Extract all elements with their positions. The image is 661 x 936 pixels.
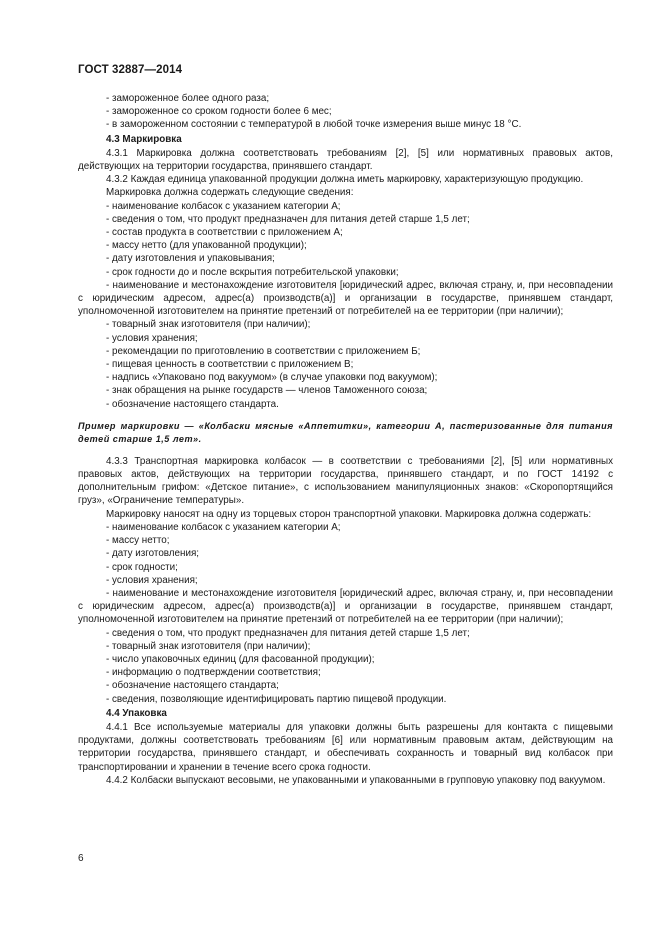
list-item: - состав продукта в соответствии с приложением А; bbox=[106, 227, 343, 239]
paragraph: - наименование и местонахождение изготовителя [юридический адрес, включая страну, и, при несовпадении с юридическим адресом, адрес(а) производств(а)] и организации в государстве, принявшем стандарт, уполномоченной изготовителем на принятие претензий от потребителей на ее территории (при наличии); bbox=[78, 279, 613, 318]
list-item: - сведения о том, что продукт предназначен для питания детей старше 1,5 лет; bbox=[106, 213, 470, 225]
list-item: - дату изготовления и упаковывания; bbox=[106, 253, 275, 265]
section-heading: 4.4 Упаковка bbox=[106, 707, 167, 719]
list-item: - товарный знак изготовителя (при наличии); bbox=[106, 319, 311, 331]
list-item: - массу нетто (для упакованной продукции); bbox=[106, 240, 307, 252]
list-item: - товарный знак изготовителя (при наличии); bbox=[106, 640, 311, 652]
list-item: - наименование колбасок с указанием категории А; bbox=[106, 200, 341, 212]
list-item: - условия хранения; bbox=[106, 574, 198, 586]
list-item: - замороженное со сроком годности более 6 мес; bbox=[106, 106, 332, 118]
paragraph: Маркировку наносят на одну из торцевых сторон транспортной упаковки. Маркировка должна содержать: bbox=[106, 508, 592, 520]
list-item: - в замороженном состоянии с температурой в любой точке измерения выше минус 18 °С. bbox=[106, 119, 522, 131]
paragraph: Маркировка должна содержать следующие сведения: bbox=[106, 187, 354, 199]
paragraph: 4.4.2 Колбаски выпускают весовыми, не упакованными и упакованными в групповую упаковку под вакуумом. bbox=[106, 774, 606, 786]
list-item: - знак обращения на рынке государств — членов Таможенного союза; bbox=[106, 385, 428, 397]
document-page bbox=[78, 64, 613, 787]
paragraph: 4.3.3 Транспортная маркировка колбасок — в соответствии с требованиями [2], [5] или нормативных правовых актов, действующих на территории государства, принявшего стандарт, и по ГОСТ 14192 с дополнительным грифом: «Детское питание», с использованием манипуляционных знаков: «Скоропортящийся груз», «Ограничение температуры». bbox=[78, 455, 613, 507]
example-note: Пример маркировки — «Колбаски мясные «Аппетитки», категории А, пастеризованные для питания детей старше 1,5 лет». bbox=[78, 420, 613, 444]
list-item: - срок годности; bbox=[106, 561, 178, 573]
page-number: 6 bbox=[78, 853, 84, 864]
list-item: - срок годности до и после вскрытия потребительской упаковки; bbox=[106, 266, 399, 278]
list-item: - обозначение настоящего стандарта. bbox=[106, 398, 279, 410]
list-item: - замороженное более одного раза; bbox=[106, 93, 270, 104]
document-body bbox=[78, 92, 613, 787]
list-item: - условия хранения; bbox=[106, 332, 198, 344]
list-item: - сведения о том, что продукт предназначен для питания детей старше 1,5 лет; bbox=[106, 627, 470, 639]
paragraph: 4.4.1 Все используемые материалы для упаковки должны быть разрешены для контакта с пищевыми продуктами, должны соответствовать требованиям [6] или нормативным правовым актам, действующим на территории государства, принявшего стандарт, и обеспечивать сохранность и товарный вид колбасок при транспортировании и хранении в течение всего срока годности. bbox=[78, 721, 613, 773]
list-item: - массу нетто; bbox=[106, 535, 170, 547]
list-item: - дату изготовления; bbox=[106, 548, 200, 560]
list-item: - надпись «Упаковано под вакуумом» (в случае упаковки под вакуумом); bbox=[106, 372, 438, 384]
list-item: - информацию о подтверждении соответствия; bbox=[106, 667, 321, 679]
list-item: - обозначение настоящего стандарта; bbox=[106, 680, 279, 692]
list-item: - рекомендации по приготовлению в соответствии с приложением Б; bbox=[106, 345, 421, 357]
paragraph: 4.3.2 Каждая единица упакованной продукции должна иметь маркировку, характеризующую продукцию. bbox=[106, 174, 584, 186]
list-item: - число упаковочных единиц (для фасованной продукции); bbox=[106, 653, 375, 665]
paragraph: 4.3.1 Маркировка должна соответствовать требованиям [2], [5] или нормативных правовых актов, действующих на территории государства, принявшего стандарт. bbox=[78, 147, 613, 173]
document-header: ГОСТ 32887—2014 bbox=[78, 64, 183, 76]
section-heading: 4.3 Маркировка bbox=[106, 133, 182, 145]
list-item: - сведения, позволяющие идентифицировать партию пищевой продукции. bbox=[106, 693, 447, 705]
paragraph: - наименование и местонахождение изготовителя [юридический адрес, включая страну, и, при несовпадении с юридическим адресом, адрес(а) производств(а)] и организации в государстве, принявшем стандарт, уполномоченной изготовителем на принятие претензий от потребителей на ее территории (при наличии); bbox=[78, 587, 613, 626]
list-item: - пищевая ценность в соответствии с приложением В; bbox=[106, 359, 354, 371]
list-item: - наименование колбасок с указанием категории А; bbox=[106, 521, 341, 533]
